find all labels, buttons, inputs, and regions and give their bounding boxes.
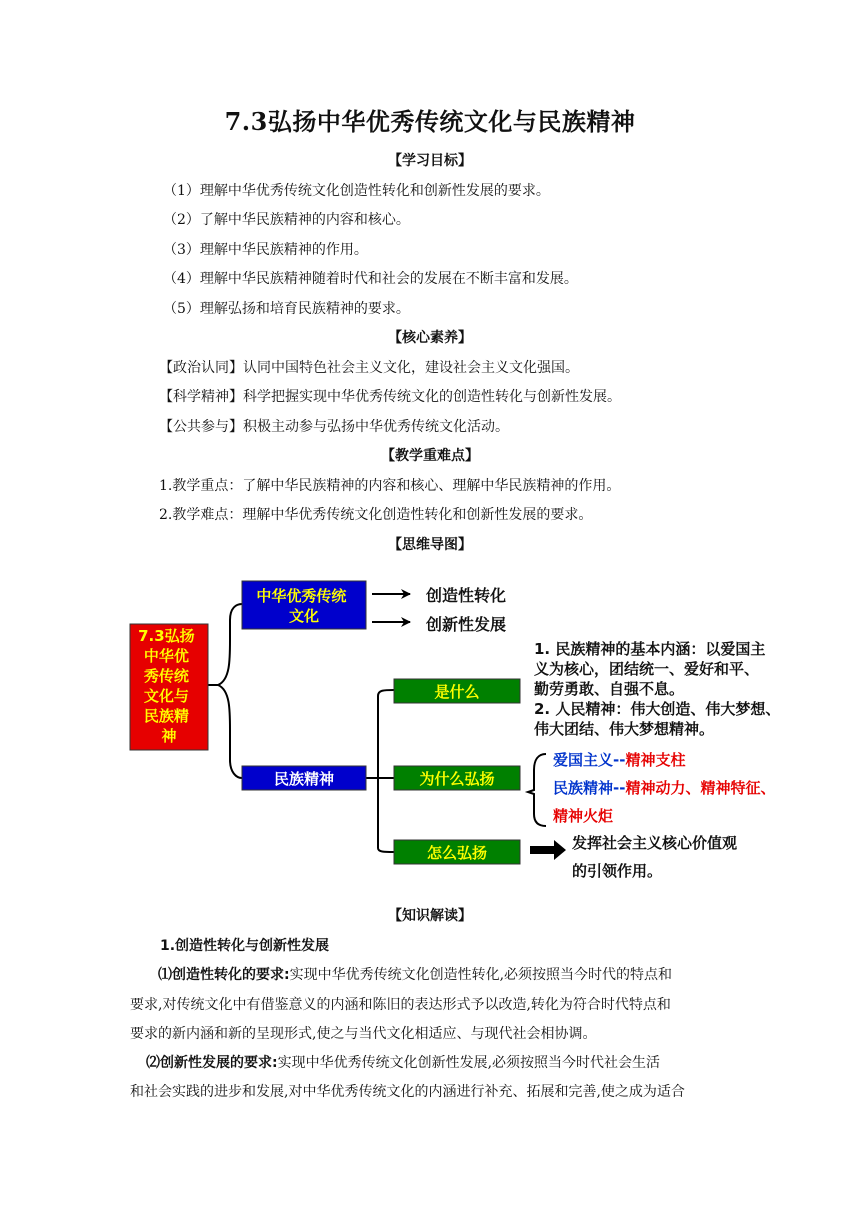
what-line: 勤劳勇敢、自强不息。: [534, 680, 685, 698]
culture-item-innovate: 创新性发展: [426, 615, 507, 634]
how-text: [571, 834, 742, 880]
root-line: 民族精: [143, 707, 189, 725]
root-line: 文化与: [143, 687, 189, 705]
paragraph-2-label: ⑵创新性发展的要求:: [146, 1055, 278, 1071]
connector-lines: [208, 604, 546, 852]
why-line-1-a: 爱国主义--: [553, 751, 626, 769]
what-line: 2. 人民精神：伟大创造、伟大梦想、: [534, 700, 781, 718]
root-line: 神: [161, 727, 177, 745]
literacy-heading: 【核心素养】: [388, 330, 472, 346]
root-line: 秀传统: [143, 667, 189, 685]
objective-item: （4）理解中华民族精神随着时代和社会的发展在不断丰富和发展。: [163, 271, 578, 287]
root-line: 7.3弘扬: [138, 627, 195, 645]
objective-item: （5）理解弘扬和培育民族精神的要求。: [163, 301, 410, 317]
paragraph-1-line-1: [158, 964, 672, 984]
how-line: 发挥社会主义核心价值观: [572, 834, 738, 852]
paragraph-1-label: ⑴创造性转化的要求:: [158, 967, 290, 983]
paragraph-2-text: 实现中华优秀传统文化创新性发展,必须按照当今时代社会生活: [277, 1055, 661, 1071]
mindmap-heading: 【思维导图】: [388, 537, 472, 553]
keypoint-item: 2.教学难点：理解中华优秀传统文化创造性转化和创新性发展的要求。: [159, 507, 593, 523]
spirit-node-label: 民族精神: [273, 770, 335, 788]
paragraph-2-line-1: [146, 1052, 660, 1072]
paragraph-1-line-2: 要求,对传统文化中有借鉴意义的内涵和陈旧的表达形式予以改造,转化为符合时代特点和: [130, 997, 671, 1013]
knowledge-heading: 【知识解读】: [388, 908, 472, 924]
literacy-item: 【政治认同】认同中国特色社会主义文化，建设社会主义文化强国。: [159, 360, 579, 376]
objective-item: （3）理解中华民族精神的作用。: [163, 242, 368, 258]
objectives-heading: 【学习目标】: [388, 153, 472, 169]
root-line: 中华优: [143, 647, 189, 665]
paragraph-1-text: 实现中华优秀传统文化创造性转化,必须按照当今时代的特点和: [289, 967, 673, 983]
why-line-2-b: 精神动力、精神特征、: [625, 779, 776, 797]
how-line: 的引领作用。: [572, 862, 663, 880]
culture-line: 文化: [288, 607, 320, 625]
how-node-label: 怎么弘扬: [426, 844, 488, 862]
why-node-label: 为什么弘扬: [419, 770, 495, 788]
what-node-label: 是什么: [434, 683, 480, 701]
page-title: 7.3弘扬中华优秀传统文化与民族精神: [224, 107, 636, 136]
keypoint-item: 1.教学重点：了解中华民族精神的内容和核心、理解中华民族精神的作用。: [159, 478, 621, 494]
objective-item: （1）理解中华优秀传统文化创造性转化和创新性发展的要求。: [163, 183, 550, 199]
literacy-item: 【公共参与】积极主动参与弘扬中华优秀传统文化活动。: [159, 419, 509, 435]
mind-map: [0, 560, 860, 890]
why-line-1-b: 精神支柱: [625, 751, 686, 769]
knowledge-subheading: 1.创造性转化与创新性发展: [160, 938, 330, 954]
objective-item: （2）了解中华民族精神的内容和核心。: [163, 212, 410, 228]
what-line: 伟大团结、伟大梦想精神。: [534, 720, 715, 738]
why-line-2-a: 民族精神--: [553, 779, 626, 797]
paragraph-1-line-3: 要求的新内涵和新的呈现形式,使之与当代文化相适应、与现代社会相协调。: [130, 1026, 597, 1042]
keypoints-heading: 【教学重难点】: [381, 448, 479, 464]
culture-item-transform: 创造性转化: [426, 586, 507, 605]
literacy-item: 【科学精神】科学把握实现中华优秀传统文化的创造性转化与创新性发展。: [159, 389, 621, 405]
why-line-2: [553, 779, 775, 797]
culture-line: 中华优秀传统: [256, 587, 347, 605]
why-line-1: [553, 751, 685, 769]
what-text: [534, 640, 786, 738]
thick-arrow-icon: [530, 840, 566, 860]
what-line: 义为核心，团结统一、爱好和平、: [534, 660, 760, 678]
why-line-3: 精神火炬: [553, 807, 614, 825]
what-line: 1. 民族精神的基本内涵：以爱国主: [534, 640, 766, 658]
paragraph-2-line-2: 和社会实践的进步和发展,对中华优秀传统文化的内涵进行补充、拓展和完善,使之成为适合: [130, 1084, 685, 1100]
